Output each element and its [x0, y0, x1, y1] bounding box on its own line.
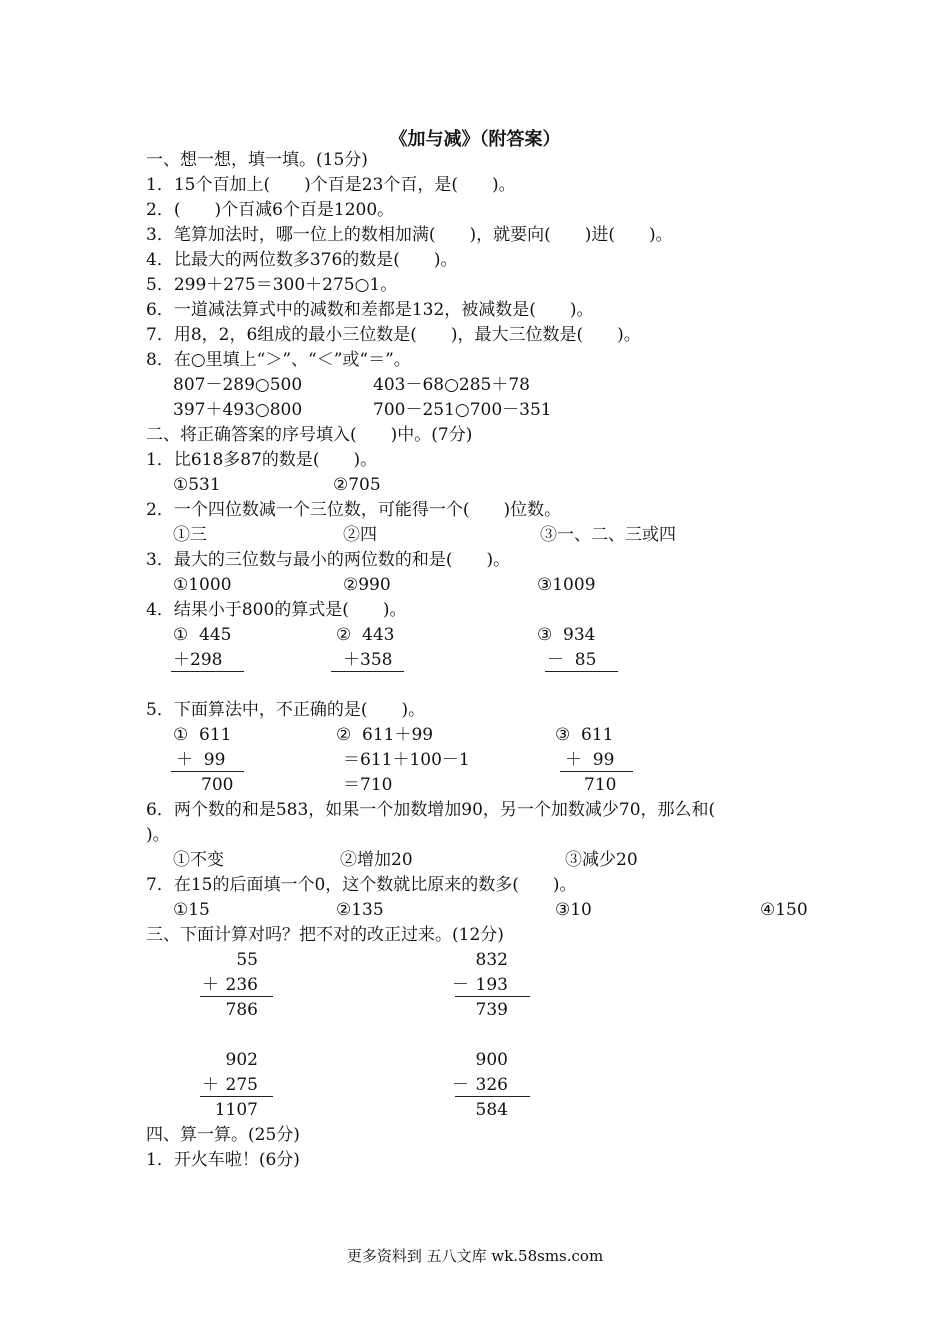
s2-question-6: 6．两个数的和是583，如果一个加数增加90，另一个加数减少70，那么和(	[146, 800, 716, 820]
vertical-calc-line: ③ 611	[555, 725, 614, 745]
calc-operator: －	[452, 975, 469, 995]
calc-result: 739	[475, 1000, 508, 1020]
option: ④150	[760, 900, 808, 920]
vertical-calc-line: ③ 934	[537, 625, 596, 645]
compare-item: 700－251○700－351	[373, 400, 552, 420]
option: ②增加20	[340, 850, 413, 870]
calc-operand: 832	[475, 950, 508, 970]
s2-question-4: 4．结果小于800的算式是( )。	[146, 600, 407, 620]
option: ②四	[343, 525, 377, 545]
vertical-calc-line: 710	[584, 775, 617, 795]
compare-item: 403－68○285＋78	[373, 375, 530, 395]
option: ①不变	[173, 850, 224, 870]
calc-operand: 275	[225, 1075, 258, 1095]
s2-question-5: 5．下面算法中，不正确的是( )。	[146, 700, 426, 720]
option: ①15	[173, 900, 210, 920]
calc-operand: 236	[225, 975, 258, 995]
s1-question-3: 3．笔算加法时，哪一位上的数相加满( )，就要向( )进( )。	[146, 225, 673, 245]
calc-operand: 902	[225, 1050, 258, 1070]
option: ②135	[336, 900, 384, 920]
calc-rule	[200, 1096, 273, 1097]
vertical-calc-line: 700	[201, 775, 234, 795]
s1-question-5: 5．299＋275＝300＋275○1。	[146, 275, 398, 295]
vertical-calc-line: ② 443	[336, 625, 395, 645]
option: ①531	[173, 475, 221, 495]
calc-result: 786	[225, 1000, 258, 1020]
calc-operand: 326	[475, 1075, 508, 1095]
calc-rule	[560, 771, 633, 772]
s4-question-1: 1．开火车啦！(6分)	[146, 1150, 300, 1170]
calc-rule	[200, 996, 273, 997]
vertical-calc-line: ＋ 99	[176, 750, 226, 770]
vertical-calc-line: ＝611＋100－1	[343, 750, 470, 770]
option: ③1009	[537, 575, 596, 595]
s2-question-6-cont: )。	[146, 825, 170, 845]
calc-rule	[455, 1096, 530, 1097]
s1-question-4: 4．比最大的两位数多376的数是( )。	[146, 250, 458, 270]
calc-operator: ＋	[202, 1075, 219, 1095]
calc-operator: －	[452, 1075, 469, 1095]
option: ③减少20	[565, 850, 638, 870]
s1-question-2: 2．( )个百减6个百是1200。	[146, 200, 395, 220]
vertical-calc-line: ② 611＋99	[336, 725, 434, 745]
s2-question-7: 7．在15的后面填一个0，这个数就比原来的数多( )。	[146, 875, 577, 895]
calc-operand: 900	[475, 1050, 508, 1070]
calc-rule	[545, 671, 618, 672]
s1-question-8: 8．在○里填上“＞”、“＜”或“＝”。	[146, 350, 411, 370]
calc-result: 1107	[214, 1100, 258, 1120]
calc-result: 584	[475, 1100, 508, 1120]
vertical-calc-line: ＝710	[343, 775, 393, 795]
vertical-calc-line: ＋298	[173, 650, 223, 670]
option: ①三	[173, 525, 207, 545]
compare-item: 807－289○500	[173, 375, 303, 395]
page-title: 《加与减》（附答案）	[389, 129, 561, 150]
s2-question-2: 2．一个四位数减一个三位数，可能得一个( )位数。	[146, 500, 562, 520]
option: ②705	[333, 475, 381, 495]
vertical-calc-line: － 85	[547, 650, 597, 670]
s1-question-1: 1．15个百加上( )个百是23个百，是( )。	[146, 175, 516, 195]
vertical-calc-line: ① 611	[173, 725, 232, 745]
option: ②990	[343, 575, 391, 595]
option: ③10	[555, 900, 592, 920]
section-2-heading: 二、将正确答案的序号填入( )中。(7分)	[146, 425, 473, 445]
vertical-calc-line: ＋358	[343, 650, 393, 670]
vertical-calc-line: ＋ 99	[565, 750, 615, 770]
s2-question-3: 3．最大的三位数与最小的两位数的和是( )。	[146, 550, 511, 570]
s2-question-1: 1．比618多87的数是( )。	[146, 450, 378, 470]
option: ①1000	[173, 575, 232, 595]
calc-rule	[171, 671, 244, 672]
compare-item: 397＋493○800	[173, 400, 303, 420]
section-3-heading: 三、下面计算对吗？把不对的改正过来。(12分)	[146, 925, 504, 945]
section-4-heading: 四、算一算。(25分)	[146, 1125, 300, 1145]
calc-operator: ＋	[202, 975, 219, 995]
calc-rule	[455, 996, 530, 997]
s1-question-7: 7．用8，2，6组成的最小三位数是( )，最大三位数是( )。	[146, 325, 641, 345]
section-1-heading: 一、想一想，填一填。(15分)	[146, 150, 368, 170]
calc-operand: 193	[475, 975, 508, 995]
calc-operand: 55	[236, 950, 258, 970]
s1-question-6: 6．一道减法算式中的减数和差都是132，被减数是( )。	[146, 300, 594, 320]
vertical-calc-line: ① 445	[173, 625, 232, 645]
calc-rule	[331, 671, 404, 672]
calc-rule	[171, 771, 244, 772]
option: ③一、二、三或四	[540, 525, 676, 545]
footer-link[interactable]: 更多资料到 五八文库 wk.58sms.com	[346, 1247, 604, 1265]
